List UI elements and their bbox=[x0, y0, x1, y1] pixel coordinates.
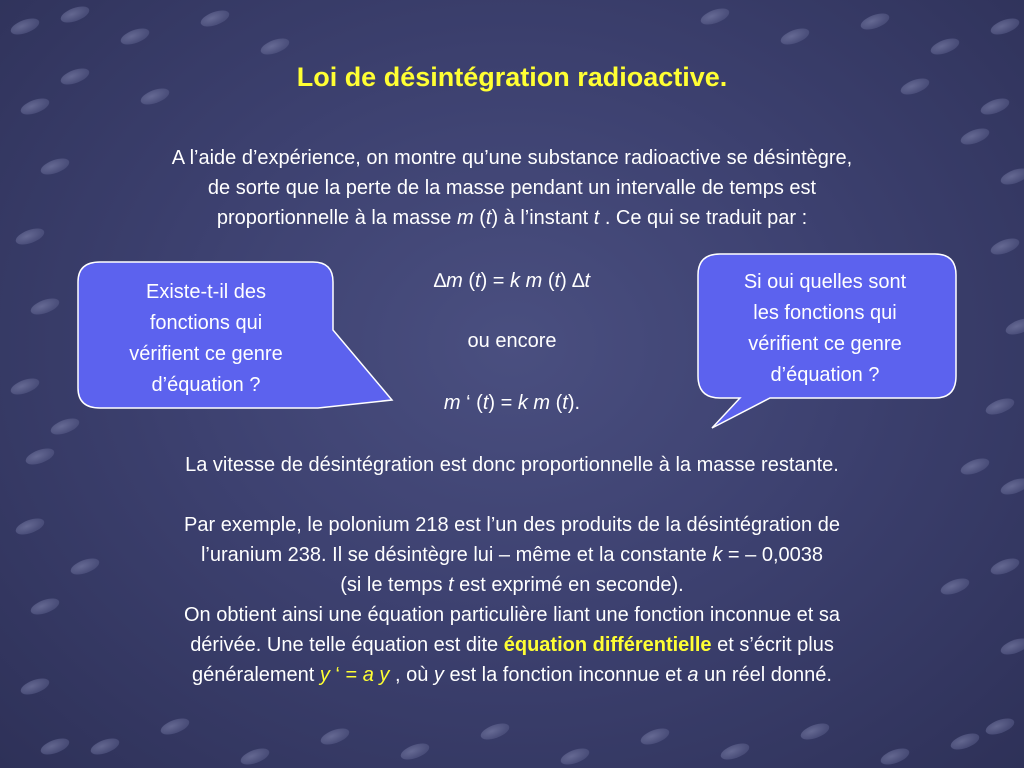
text-segment: = – 0,0038 bbox=[722, 544, 824, 566]
text-segment: ). bbox=[567, 392, 581, 414]
text-segment: ) = bbox=[488, 392, 518, 414]
var-k: k bbox=[510, 270, 521, 292]
callout-line: vérifient ce genre bbox=[129, 343, 283, 365]
text-segment: proportionnelle à la masse bbox=[216, 207, 457, 229]
callout-line: les fonctions qui bbox=[753, 302, 897, 324]
conclusion-line-2 bbox=[60, 630, 964, 660]
highlighted-term: équation différentielle bbox=[503, 634, 712, 656]
callout-line: d’équation ? bbox=[770, 364, 880, 386]
intro-line-2: de sorte que la perte de la masse pendant un intervalle de temps est bbox=[207, 177, 817, 199]
delta-symbol: ∆ bbox=[572, 270, 585, 292]
text-segment: dérivée. Une telle équation est dite bbox=[190, 634, 504, 656]
text-segment: ( bbox=[542, 270, 555, 292]
example-line-2 bbox=[60, 540, 964, 570]
text-segment: . Ce qui se traduit par : bbox=[599, 207, 808, 229]
var-t: t bbox=[475, 270, 481, 292]
equation-var: a bbox=[362, 664, 374, 686]
text-segment: (si le temps bbox=[340, 574, 449, 596]
text-segment: ( bbox=[462, 270, 476, 292]
var-y: y bbox=[433, 664, 444, 686]
var-a: a bbox=[687, 664, 699, 686]
equation-delta bbox=[362, 266, 662, 296]
equation-var: y bbox=[379, 664, 390, 686]
conclusion-paragraph bbox=[60, 600, 964, 690]
text-segment: ) bbox=[560, 270, 573, 292]
text-segment: ( bbox=[473, 207, 486, 229]
delta-symbol: ∆ bbox=[433, 270, 447, 292]
text-segment: est exprimé en seconde). bbox=[453, 574, 684, 596]
text-segment: est la fonction inconnue et bbox=[443, 664, 688, 686]
example-paragraph bbox=[60, 510, 964, 600]
callout-line: vérifient ce genre bbox=[748, 333, 902, 355]
text-segment: , où bbox=[389, 664, 434, 686]
text-segment: et s’écrit plus bbox=[711, 634, 834, 656]
intro-line-1: A l’aide d’expérience, on montre qu’une substance radioactive se désintègre, bbox=[171, 147, 853, 169]
equation-text: ‘ = bbox=[329, 664, 363, 686]
callout-line: Existe-t-il des bbox=[145, 281, 267, 303]
equation-var: y bbox=[319, 664, 330, 686]
var-m: m bbox=[446, 270, 463, 292]
var-t: t bbox=[593, 207, 600, 229]
var-t: t bbox=[485, 207, 492, 229]
callout-line: Si oui quelles sont bbox=[743, 271, 907, 293]
var-t: t bbox=[584, 270, 591, 292]
conclusion-line-1: On obtient ainsi une équation particulière liant une fonction inconnue et sa bbox=[183, 604, 840, 626]
var-k: k bbox=[712, 544, 723, 566]
var-k: k bbox=[517, 392, 528, 414]
text-segment: un réel donné. bbox=[698, 664, 832, 686]
callout-line: d’équation ? bbox=[151, 374, 261, 396]
callout-right-text bbox=[700, 267, 950, 391]
equation-derivative bbox=[362, 388, 662, 418]
var-m: m bbox=[456, 207, 474, 229]
var-t: t bbox=[562, 392, 568, 414]
var-m: m bbox=[443, 392, 461, 414]
var-t: t bbox=[482, 392, 489, 414]
var-m: m bbox=[533, 392, 551, 414]
conclusion-line-3 bbox=[60, 660, 964, 690]
var-m: m bbox=[525, 270, 543, 292]
text-segment: ( bbox=[550, 392, 563, 414]
text-segment: ) = bbox=[480, 270, 511, 292]
callout-line: fonctions qui bbox=[149, 312, 263, 334]
text-segment: ‘ ( bbox=[460, 392, 483, 414]
text-segment: ) à l’instant bbox=[491, 207, 594, 229]
var-t: t bbox=[554, 270, 561, 292]
text-segment: l’uranium 238. Il se désintègre lui – même et la constante bbox=[200, 544, 713, 566]
page-title: Loi de désintégration radioactive. bbox=[296, 62, 728, 92]
text-segment: généralement bbox=[192, 664, 320, 686]
speed-paragraph: La vitesse de désintégration est donc proportionnelle à la masse restante. bbox=[185, 454, 839, 476]
example-line-1: Par exemple, le polonium 218 est l’un des produits de la désintégration de bbox=[184, 514, 840, 536]
var-t: t bbox=[448, 574, 454, 596]
or-text: ou encore bbox=[467, 330, 557, 352]
callout-left-text bbox=[86, 277, 326, 401]
example-line-3 bbox=[60, 570, 964, 600]
